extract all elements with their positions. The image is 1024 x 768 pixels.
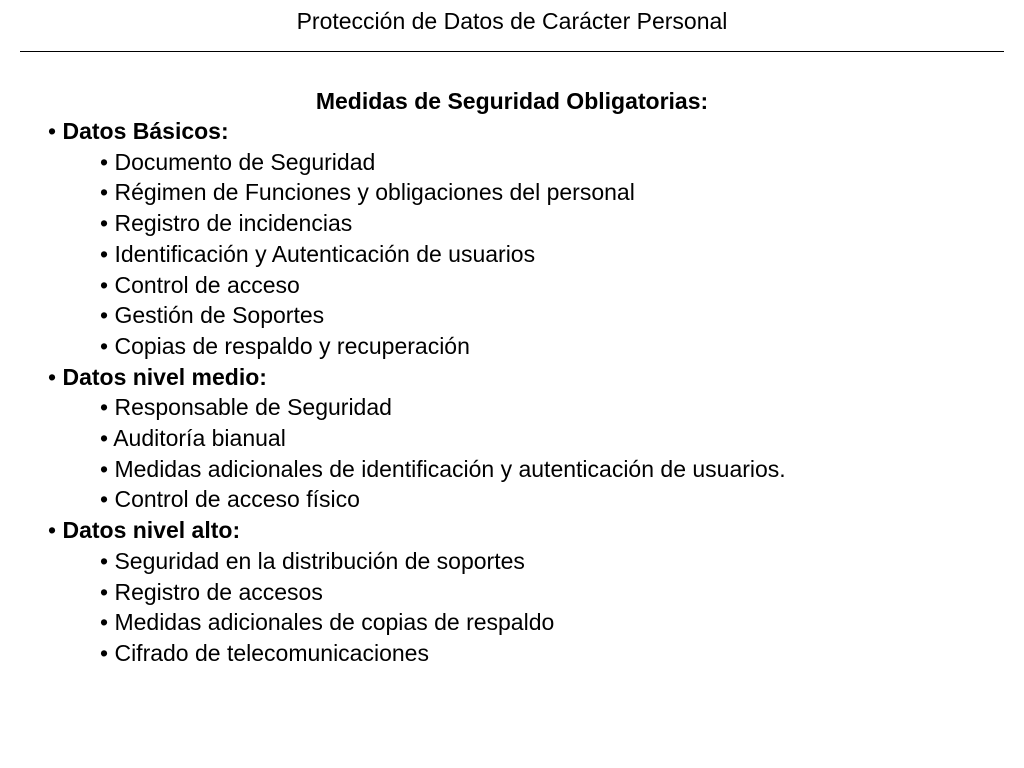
section-title-datos-nivel-alto xyxy=(48,515,988,546)
list-item xyxy=(48,392,988,423)
list-item-label: Documento de Seguridad xyxy=(114,148,376,175)
bullet: • xyxy=(100,271,109,298)
section-title-label: Datos nivel alto: xyxy=(62,517,241,544)
list-item xyxy=(48,546,988,577)
list-item-label: Identificación y Autenticación de usuarios xyxy=(114,240,536,267)
section-title-label: Datos Básicos: xyxy=(62,118,229,144)
list-item-label: Responsable de Seguridad xyxy=(114,394,392,421)
list-item-label: Seguridad en la distribución de soportes xyxy=(114,547,525,574)
list-item-label: Régimen de Funciones y obligaciones del personal xyxy=(114,179,635,206)
list-item xyxy=(48,331,988,362)
bullet: • xyxy=(100,486,109,513)
list-item xyxy=(48,177,988,208)
list-item-label: Control de acceso físico xyxy=(114,486,360,513)
measures-list xyxy=(48,116,988,669)
list-item xyxy=(48,638,988,669)
list-item xyxy=(48,208,988,239)
bullet: • xyxy=(100,609,109,636)
list-item xyxy=(48,300,988,331)
bullet: • xyxy=(100,578,109,605)
bullet: • xyxy=(48,118,57,144)
list-item-label: Auditoría bianual xyxy=(113,425,286,452)
header-title: Protección de Datos de Carácter Personal xyxy=(296,8,728,34)
header-divider xyxy=(20,51,1004,52)
list-item xyxy=(48,577,988,608)
list-item xyxy=(48,607,988,638)
bullet: • xyxy=(100,425,109,452)
section-title-label: Datos nivel medio: xyxy=(62,363,267,390)
bullet: • xyxy=(100,240,109,267)
bullet: • xyxy=(48,363,57,390)
bullet: • xyxy=(100,332,109,359)
slide-heading: Medidas de Seguridad Obligatorias: xyxy=(315,88,709,114)
list-item xyxy=(48,147,988,178)
bullet: • xyxy=(100,547,109,574)
bullet: • xyxy=(100,639,109,666)
list-item-label: Registro de incidencias xyxy=(114,210,353,237)
bullet: • xyxy=(100,302,109,329)
bullet: • xyxy=(100,455,109,482)
list-item xyxy=(48,423,988,454)
list-item-label: Gestión de Soportes xyxy=(114,302,325,329)
list-item-label: Copias de respaldo y recuperación xyxy=(114,332,470,359)
list-item-label: Control de acceso xyxy=(114,271,300,298)
list-item xyxy=(48,239,988,270)
list-item xyxy=(48,454,988,485)
list-item-label: Medidas adicionales de copias de respaldo xyxy=(114,609,555,636)
bullet: • xyxy=(48,517,57,544)
list-item-label: Registro de accesos xyxy=(114,578,323,605)
bullet: • xyxy=(100,394,109,421)
list-item-label: Medidas adicionales de identificación y autenticación de usuarios. xyxy=(114,455,786,482)
section-title-datos-basicos xyxy=(48,116,988,147)
bullet: • xyxy=(100,179,109,206)
list-item xyxy=(48,270,988,301)
section-title-datos-nivel-medio xyxy=(48,362,988,393)
bullet: • xyxy=(100,148,109,175)
list-item-label: Cifrado de telecomunicaciones xyxy=(114,639,429,666)
bullet: • xyxy=(100,210,109,237)
list-item xyxy=(48,484,988,515)
